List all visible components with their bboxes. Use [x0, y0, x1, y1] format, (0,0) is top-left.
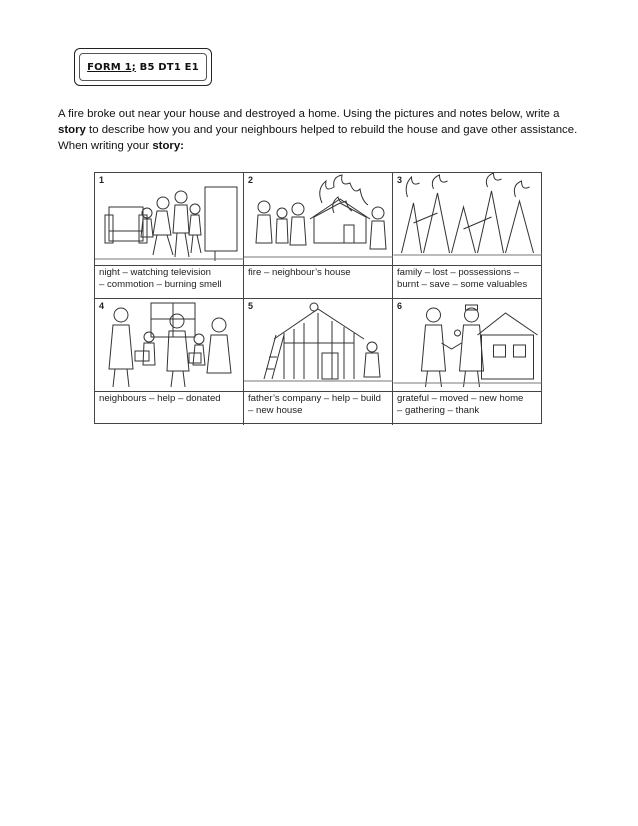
panel-1-number: 1 — [99, 175, 105, 185]
burning-ruins-icon — [393, 173, 542, 265]
form-label-inner — [79, 53, 207, 81]
panel-6-caption-line-2: – gathering – thank — [397, 405, 480, 416]
panel-5-art — [244, 299, 393, 392]
instructions — [58, 106, 598, 154]
panel-4-caption-line-1: neighbours – help – donated — [99, 393, 221, 404]
panel-3 — [393, 173, 541, 299]
panel-5-caption-line-1: father’s company – help – build — [248, 393, 381, 404]
instructions-line-1: A fire broke out near your house and destroyed a home. Using the pictures and notes below, write a — [58, 108, 560, 120]
panel-5-caption-line-2: – new house — [248, 405, 303, 416]
panel-6-caption — [397, 393, 538, 417]
panel-3-number: 3 — [397, 175, 403, 185]
panel-4-number: 4 — [99, 301, 105, 311]
neighbours-donating-icon — [95, 299, 244, 391]
panel-1-caption — [99, 267, 240, 291]
form-label-rest: B5 DT1 E1 — [135, 61, 199, 73]
house-fire-icon — [244, 173, 393, 265]
panel-1-art — [95, 173, 244, 266]
form-label — [87, 62, 199, 73]
panel-5-number: 5 — [248, 301, 254, 311]
instructions-line-2-rest: to describe how you and your neighbours helped to rebuild the house and gave other assistance. — [85, 124, 578, 136]
family-watching-tv-icon — [95, 173, 244, 265]
panel-5 — [244, 299, 393, 425]
instructions-line-2 — [58, 122, 598, 138]
panel-1 — [95, 173, 244, 299]
panel-4 — [95, 299, 244, 425]
panel-1-caption-line-1: night – watching television — [99, 267, 211, 278]
instructions-line-3 — [58, 138, 598, 154]
handshake-new-home-icon — [393, 299, 542, 391]
instructions-story-bold: story — [58, 124, 86, 136]
panel-1-caption-line-2: – commotion – burning smell — [99, 279, 222, 290]
panel-6-number: 6 — [397, 301, 403, 311]
panel-3-caption-line-1: family – lost – possessions – — [397, 267, 520, 278]
instructions-line-3-start: When writing your — [58, 140, 153, 152]
panel-3-caption — [397, 267, 538, 291]
panel-6 — [393, 299, 541, 425]
panel-4-art — [95, 299, 244, 392]
house-construction-icon — [244, 299, 393, 391]
instructions-story-colon-bold: story: — [152, 140, 184, 152]
picture-sheet — [94, 172, 542, 424]
panel-2-caption — [248, 267, 389, 279]
panel-3-art — [393, 173, 541, 266]
panel-6-art — [393, 299, 541, 392]
panel-6-caption-line-1: grateful – moved – new home — [397, 393, 524, 404]
panel-2 — [244, 173, 393, 299]
panel-2-art — [244, 173, 393, 266]
panel-5-caption — [248, 393, 389, 417]
panel-4-caption — [99, 393, 240, 405]
panel-3-caption-line-2: burnt – save – some valuables — [397, 279, 528, 290]
panel-2-number: 2 — [248, 175, 254, 185]
panel-2-caption-line-1: fire – neighbour’s house — [248, 267, 351, 278]
form-label-box — [74, 48, 212, 86]
form-label-underlined: FORM 1; — [87, 61, 136, 73]
